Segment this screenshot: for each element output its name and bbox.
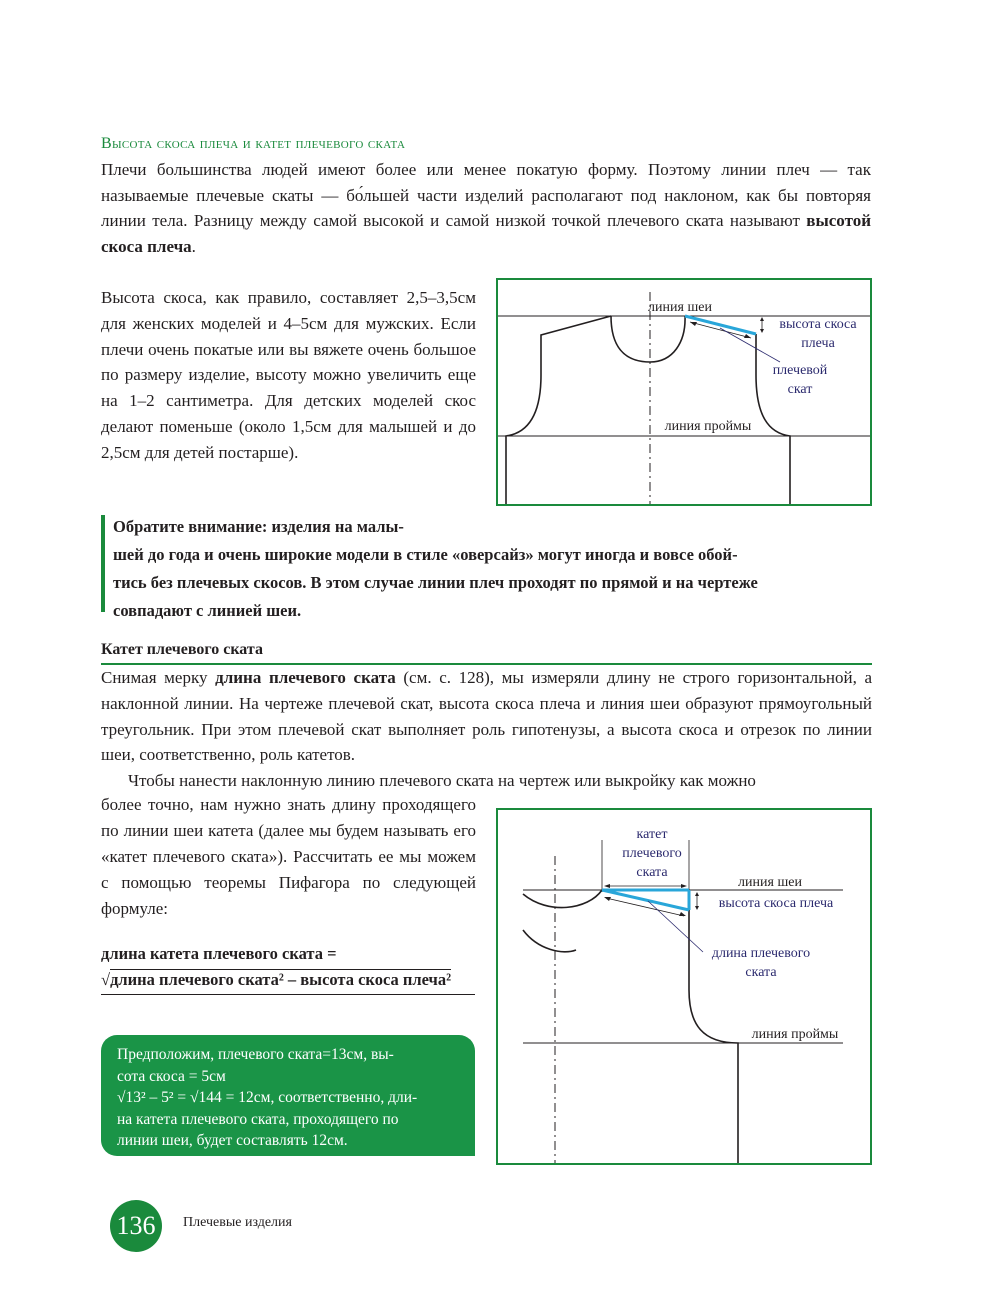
katet-paragraph-1: [101, 665, 872, 768]
height-arrow-down-2: [695, 906, 699, 910]
intro-end: .: [191, 236, 196, 256]
katet-arrow-left: [604, 884, 610, 888]
katet-p1-rest: (см. с. 128), мы измеряли длину не строго горизонтальной, а наклонной линии. На чертеже плечевой скат, высота скоса плеча и линия шеи образуют прямоугольный треугольник. При этом плечевой скат выполняет роль гипотенузы, а высота скоса и отрезок по линии шеи, соответственно, роль катетов.: [101, 668, 872, 765]
arrowhead-left: [690, 322, 697, 326]
intro-text: Плечи большинства людей имеют более или менее покатую форму. Поэтому линии плеч — так называемые плечевые скаты — бо́льшей части изделий располагают под наклоном, как бы повторяя линии тела. Разницу между самой высокой и самой низкой точкой плечевого ската называют: [101, 160, 871, 230]
label-slope-height-1: высота скоса: [779, 317, 857, 332]
example-line-1: Предположим, плечевого ската=13см, вы-: [117, 1046, 394, 1063]
katet-paragraph-2-first: Чтобы нанести наклонную линию плечевого ската на чертеж или выкройку как можно: [128, 771, 756, 790]
callout-label: Обратите внимание:: [113, 517, 268, 536]
katet-p1-bold: длина плечевого ската: [215, 668, 396, 687]
left-bodice-outline: [506, 316, 611, 504]
shoulder-slope-line: [685, 316, 756, 334]
label-shoulder-length-1: длина плечевого: [711, 946, 811, 961]
diagram-shoulder-katet-svg: [498, 810, 870, 1163]
height-arrow-up-2: [695, 892, 699, 896]
label-shoulder-2: скат: [787, 382, 813, 397]
neck-curve-upper: [523, 890, 602, 908]
callout: [113, 513, 873, 625]
label-armhole-line: линия проймы: [664, 419, 752, 434]
neck-curve: [611, 316, 685, 362]
callout-bar: [101, 515, 105, 612]
katet-paragraph-2-rest: более точно, нам нужно знать длину проходящего по линии шеи катета (далее мы будем называть его «катет плечевого ската»). Рассчитать ее мы можем с помощью теоремы Пифагора по следующей формуле:: [101, 795, 476, 918]
sqrt-symbol: √: [101, 970, 111, 989]
slope-height-paragraph: Высота скоса, как правило, составляет 2,5–3,5см для женских моделей и 4–5см для мужских. Если плечи очень покатые или вы вяжете очень большое по размеру изделие, высоту можно увеличить еще на 1–2 сантиметра. Для детских моделей скос делают поменьше (около 1,5см для малышей и до 2,5см для детей постарше).: [101, 288, 476, 462]
callout-line-1: [113, 513, 873, 541]
label-shoulder-length-2: ската: [745, 965, 777, 980]
footer-chapter: Плечевые изделия: [183, 1215, 292, 1230]
callout-line-2: шей до года и очень широкие модели в стиле «оверсайз» могут иногда и вовсе обой-: [113, 545, 738, 564]
label-katet-3: ската: [636, 865, 668, 880]
section-title: [101, 135, 881, 153]
arrowhead-right: [744, 334, 751, 338]
label-slope-height-2: плеча: [801, 336, 835, 351]
example-line-2: сота скоса = 5см: [117, 1067, 226, 1085]
label-katet-1: катет: [636, 827, 668, 842]
example-box: [101, 1035, 475, 1156]
label-slope-height-2: высота скоса плеча: [718, 896, 834, 911]
callout-line-4: совпадают с линией шеи.: [113, 601, 302, 620]
example-line-5: линии шеи, будет составлять 12см.: [117, 1132, 348, 1149]
katet-arrow-right: [681, 884, 687, 888]
katet-heading: Катет плечевого ската: [101, 641, 263, 658]
formula-radicand: длина плечевого ската² – высота скоса плеча²: [110, 970, 452, 989]
label-neck-line: линия шеи: [648, 300, 712, 315]
page-number: 136: [116, 1211, 156, 1240]
katet-p1-start: Снимая мерку: [101, 668, 216, 687]
page-number-badge: [110, 1200, 162, 1252]
hyp-arrow-left: [604, 897, 611, 901]
neck-curve-lower: [523, 930, 576, 952]
example-line-4: на катета плечевого ската, проходящего по: [117, 1110, 399, 1128]
formula-line-1: длина катета плечевого ската =: [101, 944, 337, 963]
label-neck-line-2: линия шеи: [738, 875, 802, 890]
intro-bold-term: высотой скоса плеча: [101, 211, 871, 256]
right-bodice-outline: [756, 334, 790, 504]
example-line-3: √13² – 5² = √144 = 12см, соответственно, дли-: [117, 1089, 418, 1106]
label-shoulder-1: плечевой: [772, 363, 828, 378]
formula-line-2: [101, 970, 451, 990]
callout-line-1-rest: изделия на малы-: [267, 517, 404, 536]
label-katet-2: плечевого: [622, 846, 682, 861]
diagram-shoulder-katet: [496, 808, 872, 1165]
shoulder-length-leader: [648, 901, 703, 952]
hyp-arrow-right: [679, 912, 686, 916]
height-arrow-up: [760, 317, 764, 321]
section-title-text: Высота скоса плеча и катет плечевого ската: [101, 135, 406, 152]
callout-line-3: тись без плечевых скосов. В этом случае линии плеч проходят по прямой и на чертеже: [113, 573, 758, 592]
intro-paragraph: [101, 157, 871, 259]
diagram-neck-slope: [496, 278, 872, 506]
formula-rule: [101, 994, 475, 995]
label-armhole-line-2: линия проймы: [751, 1027, 839, 1042]
height-arrow-down: [760, 329, 764, 333]
diagram-neck-slope-svg: [498, 280, 870, 504]
